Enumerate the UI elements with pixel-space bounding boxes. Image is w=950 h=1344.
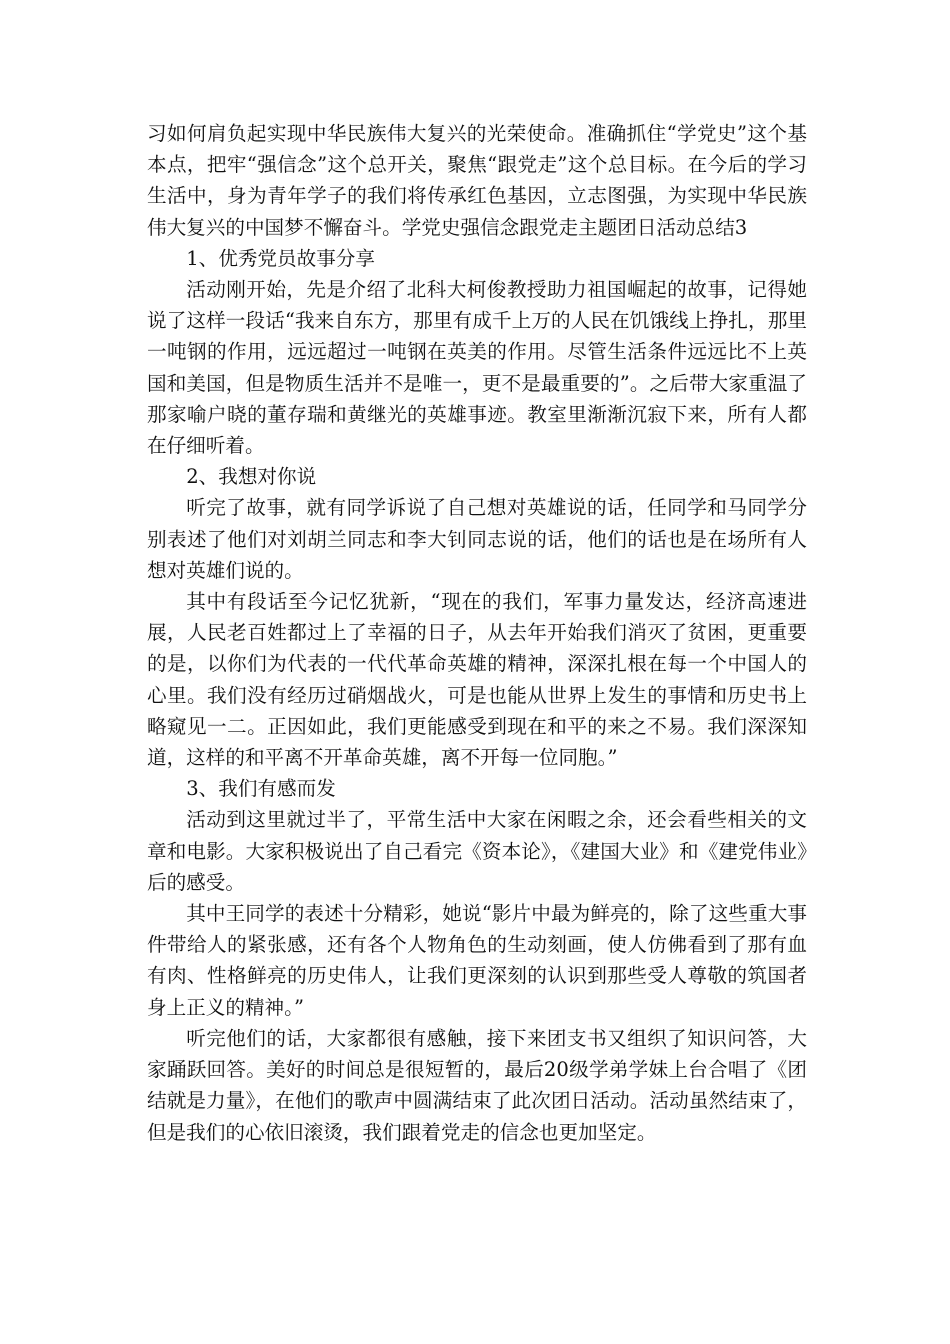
document-body [147,118,807,1148]
paragraph-story: 活动刚开始，先是介绍了北科大柯俊教授助力祖国崛起的故事，记得她说了这样一段话“我来自东方，那里有成千上万的人民在饥饿线上挣扎，那里一吨钢的作用，远远超过一吨钢在英美的作用。尽管生活条件远远比不上英国和美国，但是物质生活并不是唯一，更不是最重要的”。之后带大家重温了那家喻户晓的董存瑞和黄继光的英雄事迹。教室里渐渐沉寂下来，所有人都在仔细听着。 [147,278,807,458]
section-heading-story-sharing: 1、优秀党员故事分享 [186,246,375,270]
paragraph-closing: 听完他们的话，大家都很有感触，接下来团支书又组织了知识问答，大家踊跃回答。美好的时间总是很短暂的，最后20级学弟学妹上台合唱了《团结就是力量》，在他们的歌声中圆满结束了此次团日活动。活动虽然结束了，但是我们的心依旧滚烫，我们跟着党走的信念也更加坚定。 [147,1026,807,1144]
paragraph-films: 活动到这里就过半了，平常生活中大家在闲暇之余，还会看些相关的文章和电影。大家积极说出了自己看完《资本论》，《建国大业》和《建党伟业》后的感受。 [147,808,807,894]
paragraph-messages: 听完了故事，就有同学诉说了自己想对英雄说的话，任同学和马同学分别表述了他们对刘胡兰同志和李大钊同志说的话，他们的话也是在场所有人想对英雄们说的。 [147,496,807,582]
paragraph-wang-remarks: 其中王同学的表述十分精彩，她说“影片中最为鲜亮的，除了这些重大事件带给人的紧张感，还有各个人物角色的生动刻画，使人仿佛看到了那有血有肉、性格鲜亮的历史伟人，让我们更深刻的认识到那些受人尊敬的筑国者身上正义的精神。” [147,902,807,1019]
section-heading-reflections: 3、我们有感而发 [186,777,336,801]
section-heading-want-to-say: 2、我想对你说 [186,465,317,489]
paragraph-intro: 习如何肩负起实现中华民族伟大复兴的光荣使命。准确抓住“学党史”这个基本点，把牢“强信念”这个总开关，聚焦“跟党走”这个总目标。在今后的学习生活中，身为青年学子的我们将传承红色基因，立志图强，为实现中华民族伟大复兴的中国梦不懈奋斗。学党史强信念跟党走主题团日活动总结3 [147,122,807,239]
paragraph-quote: 其中有段话至今记忆犹新，“现在的我们，军事力量发达，经济高速进展，人民老百姓都过上了幸福的日子，从去年开始我们消灭了贫困，更重要的是，以你们为代表的一代代革命英雄的精神，深深扎根在每一个中国人的心里。我们没有经历过硝烟战火，可是也能从世界上发生的事情和历史书上略窥见一二。正因如此，我们更能感受到现在和平的来之不易。我们深深知道，这样的和平离不开革命英雄，离不开每一位同胞。” [147,590,807,770]
